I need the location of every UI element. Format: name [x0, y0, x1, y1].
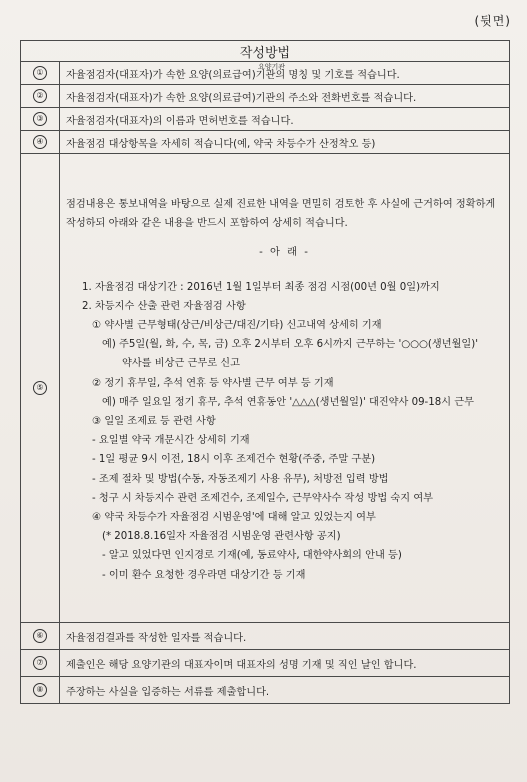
detail-center-mark: - 아 래 - [259, 247, 310, 259]
detail-line: 약사를 비상근 근무로 신고 [122, 358, 240, 370]
row-number: ⑧ [33, 683, 47, 697]
form-title: 작성방법 [21, 41, 510, 62]
detail-line: ④ 약국 차등수가 자율점검 시범운영'에 대해 알고 있었는지 여부 [92, 511, 376, 523]
row-text: 자율점검자(대표자)가 속한 요양(의료급여)기관의 주소와 전화번호를 적습니다. [60, 85, 510, 108]
detail-line: ① 약사별 근무형태(상근/비상근/대진/기타) 신고내역 상세히 기재 [92, 319, 382, 331]
back-side-label: (뒷면) [474, 14, 511, 28]
table-row [21, 623, 510, 650]
table-row [21, 154, 510, 623]
row-text: 제출인은 해당 요양기관의 대표자이며 대표자의 성명 기재 및 직인 날인 합니다. [60, 650, 510, 677]
detail-line: 1. 자율점검 대상기간 : 2016년 1월 1일부터 최종 점검 시점(00년 0월 0일)까지 [82, 281, 440, 293]
table-row [21, 62, 510, 85]
table-row [21, 85, 510, 108]
detail-line: 2. 차등지수 산출 관련 자율점검 사항 [82, 300, 246, 312]
instructions-table [20, 40, 510, 704]
handwritten-note: 요양기관 [258, 63, 286, 71]
detail-line: - 조제 절차 및 방법(수동, 자동조제기 사용 유무), 처방전 입력 방법 [92, 473, 389, 485]
table-row [21, 108, 510, 131]
detail-line: - 청구 시 차등지수 관련 조제건수, 조제일수, 근무약사수 작성 방법 숙지 여부 [92, 492, 434, 504]
table-row [21, 650, 510, 677]
table-row [21, 131, 510, 154]
detail-cell [60, 154, 510, 623]
detail-line: - 요일별 약국 개문시간 상세히 기재 [92, 435, 250, 447]
row-text: 자율점검자(대표자)의 이름과 면허번호를 적습니다. [60, 108, 510, 131]
detail-line: ② 정기 휴무일, 추석 연휴 등 약사별 근무 여부 등 기재 [92, 377, 334, 389]
detail-line: (* 2018.8.16일자 자율점검 시범운영 관련사항 공지) [102, 531, 341, 543]
detail-line: - 1일 평균 9시 이전, 18시 이후 조제건수 현황(주중, 주말 구분) [92, 454, 376, 466]
detail-line: 예) 매주 일요일 정기 휴무, 추석 연휴동안 '△△△(생년월일)' 대진약사 09-18시 근무 [102, 396, 474, 408]
row-number: ① [33, 66, 47, 80]
row-number: ⑦ [33, 656, 47, 670]
row-number: ⑤ [33, 381, 47, 395]
row-number: ③ [33, 112, 47, 126]
detail-line: - 이미 환수 요청한 경우라면 대상기간 등 기재 [102, 569, 306, 581]
row-number: ④ [33, 135, 47, 149]
row-text: 자율점검 대상항목을 자세히 적습니다(예, 약국 차등수가 산정착오 등) [60, 131, 510, 154]
row-text: 자율점검자(대표자)가 속한 요양(의료급여)기관의 명칭 및 기호를 적습니다. [60, 62, 510, 85]
row-text: 자율점검결과를 작성한 일자를 적습니다. [60, 623, 510, 650]
detail-line: - 알고 있었다면 인지경로 기재(예, 동료약사, 대한약사회의 안내 등) [102, 550, 402, 562]
row-number: ② [33, 89, 47, 103]
detail-line: ③ 일일 조제료 등 관련 사항 [92, 415, 216, 427]
table-row [21, 677, 510, 704]
detail-line: 예) 주5일(월, 화, 수, 목, 금) 오후 2시부터 오후 6시까지 근무하는 '○○○(생년월일)' [102, 339, 479, 351]
row-number: ⑥ [33, 629, 47, 643]
row-text: 주장하는 사실을 입증하는 서류를 제출합니다. [60, 677, 510, 704]
detail-intro: 점검내용은 통보내역을 바탕으로 실제 진료한 내역을 면밀히 검토한 후 사실에 근거하여 정확하게 작성하되 아래와 같은 내용을 반드시 포함하여 상세히 적습니다. [66, 199, 496, 230]
